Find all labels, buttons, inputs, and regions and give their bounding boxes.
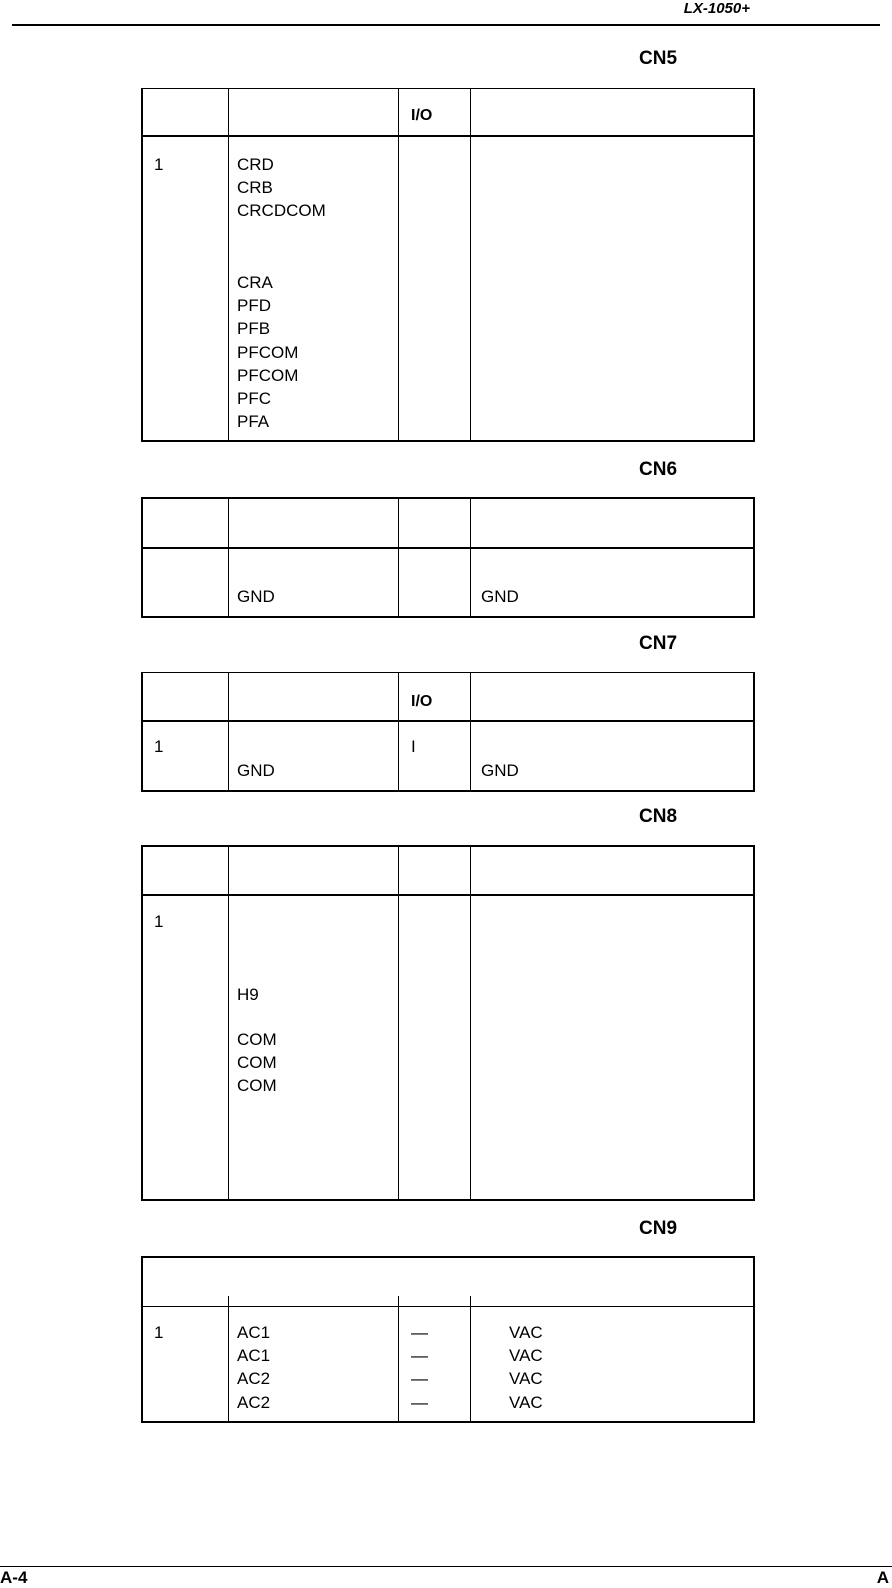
page-header-title: LX-1050+	[683, 0, 750, 17]
cn9-signal: AC2	[237, 1393, 271, 1412]
cn9-description: VAC	[509, 1323, 543, 1342]
cn8-col-divider-2	[398, 845, 399, 1201]
cn5-signal: PFC	[237, 389, 271, 408]
cn8-pin-number: 1	[154, 912, 164, 931]
cn9-description: VAC	[509, 1346, 543, 1365]
cn9-table	[141, 1256, 755, 1423]
cn5-bottom-rule	[141, 440, 755, 442]
cn5-table	[141, 88, 755, 442]
cn5-header-rule	[141, 135, 755, 137]
cn5-signal: CRCDCOM	[237, 201, 326, 220]
cn6-header-rule	[141, 547, 755, 549]
cn6-left-edge	[141, 497, 143, 618]
cn8-signal: H9	[237, 985, 259, 1004]
header-rule	[12, 24, 880, 26]
footer-rule	[0, 1566, 892, 1567]
cn7-col-divider-3	[470, 672, 471, 792]
cn7-right-edge	[753, 672, 755, 792]
cn9-description: VAC	[509, 1393, 543, 1412]
cn5-signal: PFCOM	[237, 343, 299, 362]
cn9-signal: AC1	[237, 1346, 271, 1365]
cn5-col-divider-1	[228, 88, 229, 442]
cn9-description: VAC	[509, 1369, 543, 1388]
cn9-io: —	[411, 1346, 428, 1365]
cn9-top-rule	[141, 1256, 755, 1258]
cn5-signal: PFA	[237, 412, 270, 431]
cn6-col-divider-2	[398, 497, 399, 618]
cn6-right-edge	[753, 497, 755, 618]
cn8-signal: COM	[237, 1053, 277, 1072]
cn6-col-divider-3	[470, 497, 471, 618]
cn5-label: CN5	[639, 48, 678, 69]
cn7-description: GND	[481, 761, 519, 780]
cn5-col-divider-3	[470, 88, 471, 442]
cn8-col-divider-3	[470, 845, 471, 1201]
cn6-bottom-rule	[141, 616, 755, 618]
cn6-description: GND	[481, 587, 519, 606]
cn8-header-rule	[141, 894, 755, 896]
cn8-label: CN8	[639, 806, 678, 827]
cn7-signal: GND	[237, 761, 275, 780]
cn9-left-edge	[141, 1256, 143, 1423]
cn7-io-header: I/O	[411, 693, 433, 710]
cn8-signal: COM	[237, 1030, 277, 1049]
cn7-header-rule	[141, 720, 755, 722]
cn5-signal: PFCOM	[237, 366, 299, 385]
cn7-col-divider-2	[398, 672, 399, 792]
cn6-label: CN6	[639, 459, 678, 480]
cn5-pin-number: 1	[154, 155, 164, 174]
cn7-table	[141, 672, 755, 792]
cn8-col-divider-1	[228, 845, 229, 1201]
cn7-label: CN7	[639, 633, 678, 654]
cn9-pin-number: 1	[154, 1323, 164, 1342]
cn6-table	[141, 497, 755, 618]
cn9-bottom-rule	[141, 1421, 755, 1423]
cn8-table	[141, 845, 755, 1201]
cn5-right-edge	[753, 88, 755, 442]
cn9-label: CN9	[639, 1218, 678, 1239]
cn8-left-edge	[141, 845, 143, 1201]
cn7-io-value: I	[411, 737, 416, 756]
cn9-right-edge	[753, 1256, 755, 1423]
cn8-bottom-rule	[141, 1199, 755, 1201]
cn7-col-divider-1	[228, 672, 229, 792]
cn5-signal: PFD	[237, 296, 271, 315]
cn5-signal: CRB	[237, 178, 273, 197]
cn9-header-rule	[141, 1306, 755, 1307]
cn7-left-edge	[141, 672, 143, 792]
cn7-bottom-rule	[141, 790, 755, 792]
cn9-col-divider-1	[228, 1296, 229, 1423]
cn6-signal: GND	[237, 587, 275, 606]
cn6-top-rule	[141, 497, 755, 499]
footer-page-number: A-4	[0, 1568, 28, 1587]
cn7-top-rule	[141, 672, 755, 673]
footer-section-letter: A	[876, 1568, 889, 1587]
cn5-signal: CRA	[237, 273, 273, 292]
cn6-col-divider-1	[228, 497, 229, 618]
cn8-top-rule	[143, 845, 755, 847]
cn8-right-edge	[753, 845, 755, 1201]
cn9-io: —	[411, 1369, 428, 1388]
cn9-io: —	[411, 1393, 428, 1412]
cn9-col-divider-3	[470, 1296, 471, 1423]
cn9-col-divider-2	[398, 1296, 399, 1423]
cn5-signal: CRD	[237, 155, 274, 174]
cn5-top-rule	[141, 88, 755, 89]
cn5-signal: PFB	[237, 319, 271, 338]
cn9-io: —	[411, 1323, 428, 1342]
cn5-col-divider-2	[398, 88, 399, 442]
cn8-signal: COM	[237, 1076, 277, 1095]
cn5-io-header: I/O	[411, 107, 433, 124]
cn5-left-edge	[141, 88, 143, 442]
cn9-signal: AC1	[237, 1323, 271, 1342]
cn9-signal: AC2	[237, 1369, 271, 1388]
cn7-pin-number: 1	[154, 737, 164, 756]
